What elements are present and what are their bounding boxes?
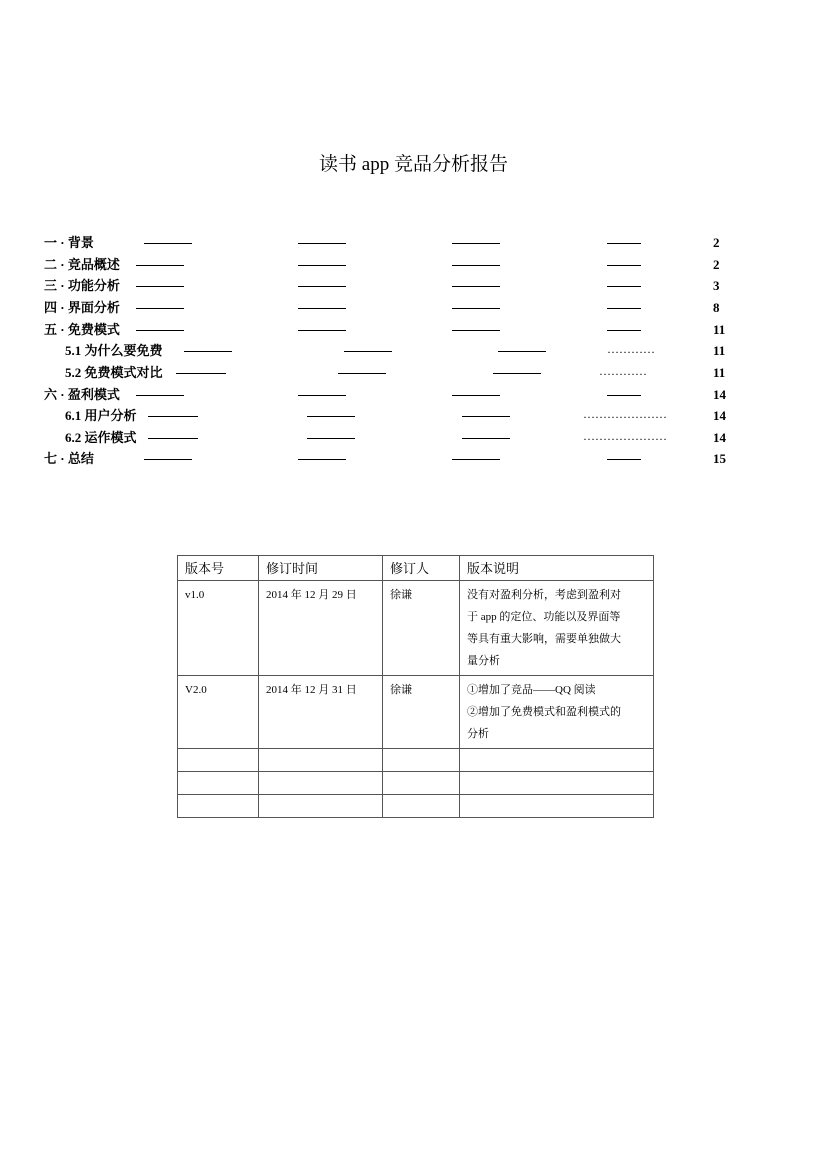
toc-leader bbox=[607, 330, 641, 331]
cell-date: 2014 年 12 月 31 日 bbox=[259, 676, 383, 749]
toc-leader bbox=[298, 265, 346, 266]
toc-leader bbox=[607, 308, 641, 309]
toc-leader bbox=[452, 330, 500, 331]
toc-entry-page: 3 bbox=[713, 278, 720, 293]
note-line: 没有对盈利分析，考虑到盈利对 bbox=[467, 589, 621, 601]
toc-entry[interactable] bbox=[0, 254, 827, 276]
empty-cell bbox=[178, 749, 259, 772]
empty-cell bbox=[178, 795, 259, 818]
toc-leader bbox=[607, 243, 641, 244]
toc-leader bbox=[307, 416, 355, 417]
toc-leader bbox=[452, 286, 500, 287]
toc-leader bbox=[452, 395, 500, 396]
toc-leader bbox=[607, 395, 641, 396]
toc-leader bbox=[298, 308, 346, 309]
document-title: 读书 app 竞品分析报告 bbox=[319, 154, 508, 175]
toc-leader bbox=[307, 438, 355, 439]
toc-dot-leader: ………………… bbox=[583, 407, 667, 421]
toc-entry[interactable] bbox=[0, 275, 827, 297]
toc-entry[interactable] bbox=[0, 340, 827, 362]
toc-entry-label: 六 · 盈利模式 bbox=[44, 387, 120, 402]
toc-entry[interactable] bbox=[0, 405, 827, 427]
toc-entry-label: 四 · 界面分析 bbox=[44, 300, 120, 315]
toc-entry[interactable] bbox=[0, 427, 827, 449]
toc-leader bbox=[493, 373, 541, 374]
toc-leader bbox=[452, 459, 500, 460]
toc-leader bbox=[136, 395, 184, 396]
empty-cell bbox=[460, 772, 654, 795]
header-date: 修订时间 bbox=[259, 556, 383, 581]
header-notes: 版本说明 bbox=[460, 556, 654, 581]
toc-leader bbox=[136, 286, 184, 287]
toc-dot-leader: ………… bbox=[599, 364, 647, 378]
table-header-row bbox=[178, 556, 654, 581]
toc-entry-page: 8 bbox=[713, 300, 720, 315]
toc-leader bbox=[148, 438, 198, 439]
empty-cell bbox=[259, 749, 383, 772]
toc-entry-label: 七 · 总结 bbox=[44, 451, 94, 466]
toc-leader bbox=[184, 351, 232, 352]
toc-entry[interactable] bbox=[0, 297, 827, 319]
note-line: 于 app 的定位、功能以及界面等 bbox=[467, 611, 621, 623]
header-version: 版本号 bbox=[178, 556, 259, 581]
toc-leader bbox=[136, 330, 184, 331]
note-line: 分析 bbox=[467, 728, 489, 740]
toc-leader bbox=[298, 330, 346, 331]
empty-cell bbox=[259, 772, 383, 795]
toc-leader bbox=[298, 286, 346, 287]
toc-leader bbox=[607, 459, 641, 460]
toc-leader bbox=[298, 459, 346, 460]
empty-cell bbox=[383, 749, 460, 772]
empty-table-row bbox=[178, 749, 654, 772]
toc-entry-page: 11 bbox=[713, 365, 726, 380]
empty-cell bbox=[383, 772, 460, 795]
note-line: ①增加了竞品——QQ 阅读 bbox=[467, 684, 596, 696]
cell-date: 2014 年 12 月 29 日 bbox=[259, 581, 383, 676]
toc-entry-page: 14 bbox=[713, 430, 726, 445]
revision-history-table bbox=[177, 555, 654, 818]
toc-entry-label: 6.2 运作模式 bbox=[65, 430, 137, 445]
toc-leader bbox=[298, 395, 346, 396]
empty-table-row bbox=[178, 772, 654, 795]
toc-entry[interactable] bbox=[0, 319, 827, 341]
toc-entry-label: 5.2 免费模式对比 bbox=[65, 365, 163, 380]
toc-leader bbox=[136, 265, 184, 266]
toc-entry[interactable] bbox=[0, 448, 827, 470]
toc-leader bbox=[452, 243, 500, 244]
cell-author: 徐谦 bbox=[383, 581, 460, 676]
empty-cell bbox=[178, 772, 259, 795]
toc-entry-page: 14 bbox=[713, 387, 726, 402]
cell-author: 徐谦 bbox=[383, 676, 460, 749]
toc-entry-page: 2 bbox=[713, 257, 720, 272]
empty-cell bbox=[259, 795, 383, 818]
toc-dot-leader: ………………… bbox=[583, 429, 667, 443]
toc-leader bbox=[498, 351, 546, 352]
toc-dot-leader: ………… bbox=[607, 342, 655, 356]
toc-leader bbox=[607, 286, 641, 287]
toc-entry-label: 五 · 免费模式 bbox=[44, 322, 120, 337]
toc-entry[interactable] bbox=[0, 232, 827, 254]
toc-entry-label: 一 · 背景 bbox=[44, 235, 94, 250]
toc-entry-label: 三 · 功能分析 bbox=[44, 278, 120, 293]
toc-entry-page: 11 bbox=[713, 343, 726, 358]
toc-leader bbox=[176, 373, 226, 374]
toc-leader bbox=[344, 351, 392, 352]
toc-entry[interactable] bbox=[0, 362, 827, 384]
toc-entry-page: 15 bbox=[713, 451, 726, 466]
empty-cell bbox=[460, 749, 654, 772]
toc-entry-page: 2 bbox=[713, 235, 720, 250]
note-line: ②增加了免费模式和盈利模式的 bbox=[467, 706, 621, 718]
toc-leader bbox=[452, 265, 500, 266]
toc-entry[interactable] bbox=[0, 384, 827, 406]
toc-entry-label: 5.1 为什么要免费 bbox=[65, 343, 163, 358]
toc-leader bbox=[144, 243, 192, 244]
toc-entry-page: 14 bbox=[713, 408, 726, 423]
toc-leader bbox=[607, 265, 641, 266]
cell-version: V2.0 bbox=[178, 676, 259, 749]
cell-version: v1.0 bbox=[178, 581, 259, 676]
note-line: 等具有重大影响，需要单独做大 bbox=[467, 633, 621, 645]
header-author: 修订人 bbox=[383, 556, 460, 581]
toc-leader bbox=[338, 373, 386, 374]
toc-leader bbox=[298, 243, 346, 244]
empty-table-row bbox=[178, 795, 654, 818]
note-line: 量分析 bbox=[467, 655, 500, 667]
toc-entry-page: 11 bbox=[713, 322, 726, 337]
cell-notes bbox=[460, 676, 654, 749]
toc-leader bbox=[462, 416, 510, 417]
cell-notes bbox=[460, 581, 654, 676]
toc-leader bbox=[144, 459, 192, 460]
table-row bbox=[178, 676, 654, 749]
toc-entry-label: 6.1 用户分析 bbox=[65, 408, 137, 423]
empty-cell bbox=[383, 795, 460, 818]
toc-leader bbox=[136, 308, 184, 309]
empty-cell bbox=[460, 795, 654, 818]
toc-leader bbox=[462, 438, 510, 439]
toc-leader bbox=[148, 416, 198, 417]
table-row bbox=[178, 581, 654, 676]
toc-entry-label: 二 · 竞品概述 bbox=[44, 257, 120, 272]
toc-leader bbox=[452, 308, 500, 309]
